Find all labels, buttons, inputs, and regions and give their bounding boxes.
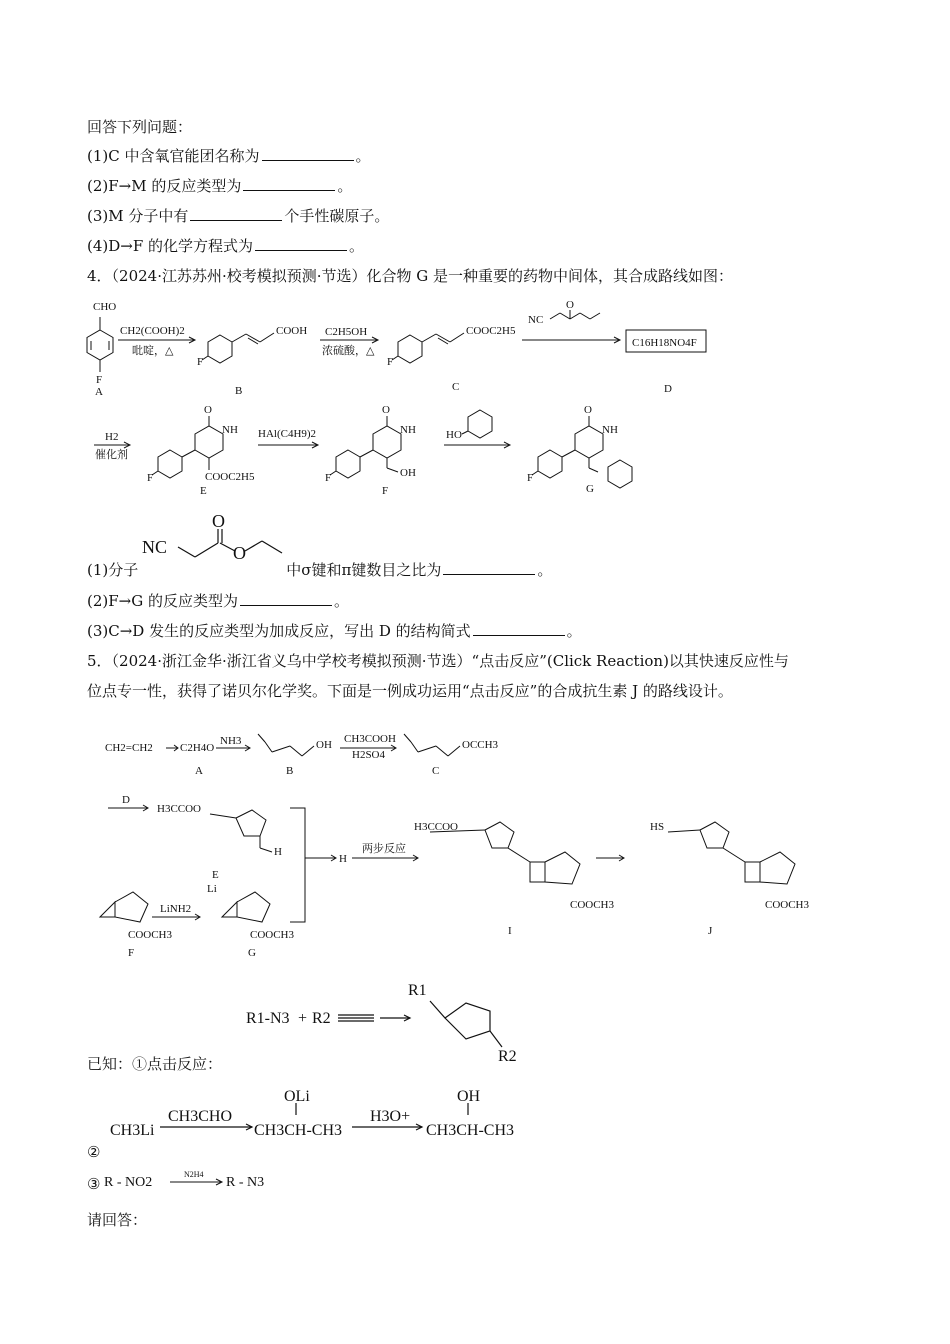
svg-text:R1-N3: R1-N3 — [246, 1010, 290, 1027]
problem-4-scheme — [0, 290, 950, 497]
svg-text:OCCH3: OCCH3 — [462, 739, 499, 751]
svg-text:CH3CHO: CH3CHO — [168, 1108, 233, 1125]
svg-text:CH3Li: CH3Li — [110, 1122, 155, 1139]
svg-text:R1: R1 — [408, 982, 427, 999]
svg-text:COOH: COOH — [276, 325, 308, 337]
svg-text:H3O+: H3O+ — [370, 1108, 411, 1125]
svg-text:CH2(COOH)2: CH2(COOH)2 — [120, 325, 185, 337]
svg-text:OH: OH — [316, 739, 332, 751]
svg-text:F: F — [325, 472, 332, 484]
answer-blank[interactable] — [190, 206, 282, 221]
svg-text:NH: NH — [222, 424, 238, 436]
svg-text:O: O — [584, 404, 592, 416]
svg-text:HO: HO — [446, 429, 462, 441]
answer-blank[interactable] — [473, 621, 565, 636]
svg-text:F: F — [128, 947, 135, 959]
svg-text:CHO: CHO — [93, 301, 117, 313]
svg-text:I: I — [508, 925, 512, 937]
svg-text:COOCH3: COOCH3 — [128, 929, 173, 941]
svg-text:H: H — [274, 846, 282, 858]
svg-text:F: F — [96, 374, 103, 386]
svg-text:OLi: OLi — [284, 1088, 310, 1105]
svg-text:+: + — [298, 1010, 308, 1027]
question-line: (1)分子 中σ键和π键数目之比为 。 — [87, 561, 553, 579]
problem-5-header: 5．（2024·浙江金华·浙江省义乌中学校考模拟预测·节选）“点击反应”(Click Reaction)以其快速反应性与 — [87, 652, 789, 670]
svg-text:G: G — [248, 947, 256, 959]
click-reaction — [240, 975, 640, 1065]
svg-text:R - NO2: R - NO2 — [104, 1175, 153, 1190]
svg-text:F: F — [527, 472, 534, 484]
fluorine-label: F — [197, 356, 204, 368]
known-label: 已知：①点击反应： — [87, 1055, 223, 1073]
svg-text:C16H18NO4F: C16H18NO4F — [632, 337, 697, 349]
question-line: (1)C 中含氧官能团名称为 。 — [87, 147, 371, 165]
svg-text:浓硫酸，△: 浓硫酸，△ — [322, 345, 375, 357]
svg-text:Li: Li — [207, 883, 217, 895]
svg-text:A: A — [95, 386, 103, 398]
svg-text:R2: R2 — [498, 1048, 517, 1065]
svg-text:R - N3: R - N3 — [226, 1175, 265, 1190]
problem-4-header: 4．（2024·江苏苏州·校考模拟预测·节选）化合物 G 是一种重要的药物中间体，其合成路线如图： — [87, 267, 734, 285]
problem-5-scheme — [0, 712, 950, 962]
svg-text:COOC2H5: COOC2H5 — [205, 471, 255, 483]
svg-text:CH2=CH2: CH2=CH2 — [105, 742, 153, 754]
svg-text:HAl(C4H9)2: HAl(C4H9)2 — [258, 428, 317, 440]
svg-text:D: D — [122, 794, 130, 806]
svg-text:J: J — [708, 925, 713, 937]
svg-text:COOC2H5: COOC2H5 — [466, 325, 516, 337]
svg-text:NC: NC — [142, 537, 168, 557]
answer-blank[interactable] — [243, 176, 335, 191]
answer-blank[interactable] — [443, 560, 535, 575]
svg-text:CH3CH-CH3: CH3CH-CH3 — [254, 1122, 343, 1139]
svg-text:C: C — [432, 765, 440, 777]
svg-text:O: O — [382, 404, 390, 416]
svg-text:催化剂: 催化剂 — [95, 449, 128, 461]
question-line: (2)F→G 的反应类型为 。 — [87, 592, 349, 610]
answer-blank[interactable] — [240, 591, 332, 606]
svg-text:B: B — [286, 765, 294, 777]
problem-5-header: 位点专一性，获得了诺贝尔化学奖。下面是一例成功运用“点击反应”的合成抗生素 J 的路线设计。 — [87, 682, 733, 700]
known-2-marker: ② — [87, 1143, 101, 1161]
svg-text:O: O — [204, 404, 212, 416]
intro-text: 回答下列问题： — [87, 118, 193, 136]
svg-text:R2: R2 — [312, 1010, 331, 1027]
please-answer: 请回答： — [87, 1211, 148, 1229]
svg-text:O: O — [233, 543, 246, 563]
known-reaction-2 — [108, 1085, 568, 1145]
svg-text:NH: NH — [400, 424, 416, 436]
svg-text:C2H4O: C2H4O — [180, 742, 215, 754]
svg-text:A: A — [195, 765, 203, 777]
svg-text:F: F — [147, 472, 154, 484]
svg-text:HS: HS — [650, 821, 665, 833]
svg-text:H2: H2 — [105, 431, 119, 443]
svg-text:H: H — [339, 853, 347, 865]
svg-text:NH: NH — [602, 424, 618, 436]
svg-text:E: E — [212, 869, 219, 881]
svg-text:N2H4: N2H4 — [184, 1170, 204, 1179]
svg-text:OH: OH — [400, 467, 416, 479]
svg-text:E: E — [200, 485, 207, 497]
svg-text:H2SO4: H2SO4 — [352, 749, 386, 761]
svg-text:C: C — [452, 381, 460, 393]
svg-text:CH3CH-CH3: CH3CH-CH3 — [426, 1122, 515, 1139]
answer-blank[interactable] — [262, 146, 354, 161]
svg-text:G: G — [586, 483, 594, 495]
svg-text:B: B — [235, 385, 243, 397]
svg-text:COOCH3: COOCH3 — [250, 929, 295, 941]
svg-text:C2H5OH: C2H5OH — [325, 326, 368, 338]
svg-text:D: D — [664, 383, 672, 395]
svg-text:F: F — [387, 356, 394, 368]
question-line: (2)F→M 的反应类型为 。 — [87, 177, 353, 195]
svg-text:COOCH3: COOCH3 — [570, 899, 615, 911]
known-reaction-3 — [104, 1166, 304, 1196]
svg-text:F: F — [382, 485, 389, 497]
svg-text:吡啶，△: 吡啶，△ — [132, 345, 174, 357]
svg-text:NH3: NH3 — [220, 735, 242, 747]
question-line: (4)D→F 的化学方程式为 。 — [87, 237, 365, 255]
svg-text:CH3COOH: CH3COOH — [344, 733, 396, 745]
svg-text:O: O — [212, 511, 225, 531]
svg-text:NC: NC — [528, 314, 544, 326]
question-line: (3)C→D 发生的反应类型为加成反应，写出 D 的结构简式 。 — [87, 622, 582, 640]
svg-text:O: O — [566, 299, 574, 311]
known-3-marker: ③ — [87, 1175, 101, 1193]
svg-text:H3CCOO: H3CCOO — [414, 821, 459, 833]
svg-text:H3CCOO: H3CCOO — [157, 803, 202, 815]
svg-text:COOCH3: COOCH3 — [765, 899, 810, 911]
svg-text:OH: OH — [457, 1088, 481, 1105]
answer-blank[interactable] — [255, 236, 347, 251]
question-line: (3)M 分子中有 个手性碳原子。 — [87, 207, 390, 225]
svg-text:LiNH2: LiNH2 — [160, 903, 192, 915]
svg-text:两步反应: 两步反应 — [362, 843, 406, 855]
